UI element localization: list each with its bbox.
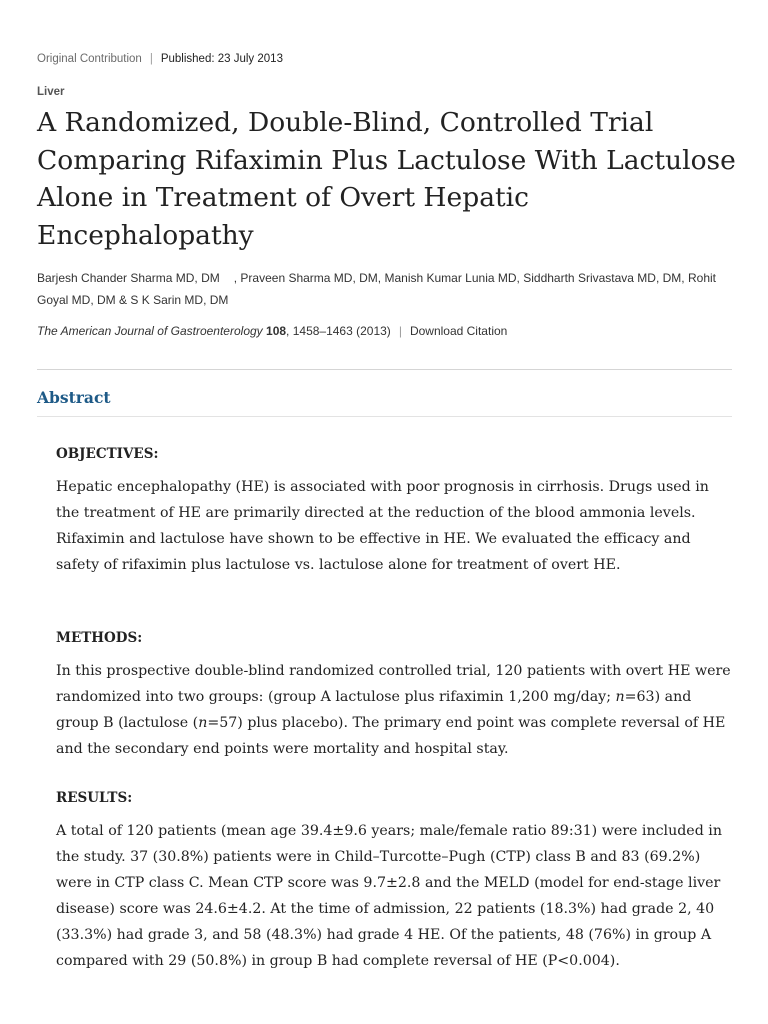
meta-separator: | — [149, 53, 153, 65]
methods-n-symbol: n — [615, 689, 625, 705]
objectives-text: Hepatic encephalopathy (HE) is associated with poor prognosis in cirrhosis. Drugs used in the treatment of HE are primarily directed at the reduction of the blood ammonia levels. Rifaximin and lactulose have shown to be effective in HE. We evaluated the efficacy and safety of rifaximin plus lactulose vs. lactulose alone for treatment of overt HE. — [56, 479, 709, 573]
journal-name: The American Journal of Gastroenterology — [37, 324, 263, 338]
methods-text-part: =57) plus placebo). The primary end point was complete reversal of HE and the secondary end points were mortality and hospital stay. — [56, 715, 726, 757]
author-separator: , — [377, 271, 382, 285]
author-link[interactable]: Barjesh Chander Sharma MD, DM — [37, 271, 220, 285]
abstract-objectives — [56, 444, 736, 578]
author-separator: , — [681, 271, 685, 285]
author-separator: & — [119, 293, 128, 307]
methods-text-part: =63) and group B (lactulose ( — [56, 689, 692, 731]
citation-line — [37, 324, 507, 338]
article-title: A Randomized, Double-Blind, Controlled Trial Comparing Rifaximin Plus Lactulose With Lactulose Alone in Treatment of Overt Hepatic Encephalopathy — [37, 107, 736, 251]
results-heading: RESULTS: — [56, 790, 133, 806]
abstract-divider — [37, 416, 732, 417]
journal-volume: 108 — [266, 324, 287, 338]
author-link[interactable]: S K Sarin MD, DM — [130, 293, 229, 307]
author-link[interactable]: Manish Kumar Lunia MD — [384, 271, 517, 285]
download-citation-link[interactable]: Download Citation — [409, 324, 508, 338]
published-date: Published: 23 July 2013 — [160, 53, 283, 65]
article-type-link[interactable]: Original Contribution — [37, 53, 142, 65]
abstract-results — [56, 788, 736, 974]
header-divider — [37, 369, 732, 370]
methods-n-symbol: n — [198, 715, 208, 731]
methods-heading: METHODS: — [56, 630, 143, 646]
author-link[interactable]: Rohit Goyal MD, DM — [37, 271, 716, 307]
methods-text — [56, 658, 736, 762]
author-link[interactable]: Praveen Sharma MD, DM — [240, 271, 378, 285]
methods-text-part: In this prospective double-blind randomized controlled trial, 120 patients with overt HE were randomized into two groups: (group A lactulose plus rifaximin 1,200 mg/day; — [56, 663, 731, 705]
results-text: A total of 120 patients (mean age 39.4±9.6 years; male/female ratio 89:31) were included in the study. 37 (30.8%) patients were in Child–Turcotte–Pugh (CTP) class B and 83 (69.2%) were in CTP class C. Mean CTP score was 9.7±2.8 and the MELD (model for end-stage liver disease) score was 24.6±4.2. At the time of admission, 22 patients (18.3%) had grade 2, 40 (33.3%) had grade 3, and 58 (48.3%) had grade 4 HE. Of the patients, 48 (76%) in group A compared with 29 (50.8%) in group B had complete reversal of HE (P<0.004). — [56, 823, 722, 969]
abstract-methods — [56, 628, 736, 762]
article-meta — [37, 53, 283, 65]
objectives-heading: OBJECTIVES: — [56, 446, 159, 462]
author-list — [37, 267, 735, 311]
subject-link[interactable]: Liver — [37, 86, 65, 98]
author-separator: , — [233, 271, 238, 285]
author-link[interactable]: Siddharth Srivastava MD, DM — [523, 271, 682, 285]
author-separator: , — [516, 271, 520, 285]
abstract-heading[interactable]: Abstract — [37, 388, 111, 407]
citation-separator: | — [398, 324, 402, 338]
citation-pages-year: , 1458–1463 (2013) — [286, 324, 391, 338]
